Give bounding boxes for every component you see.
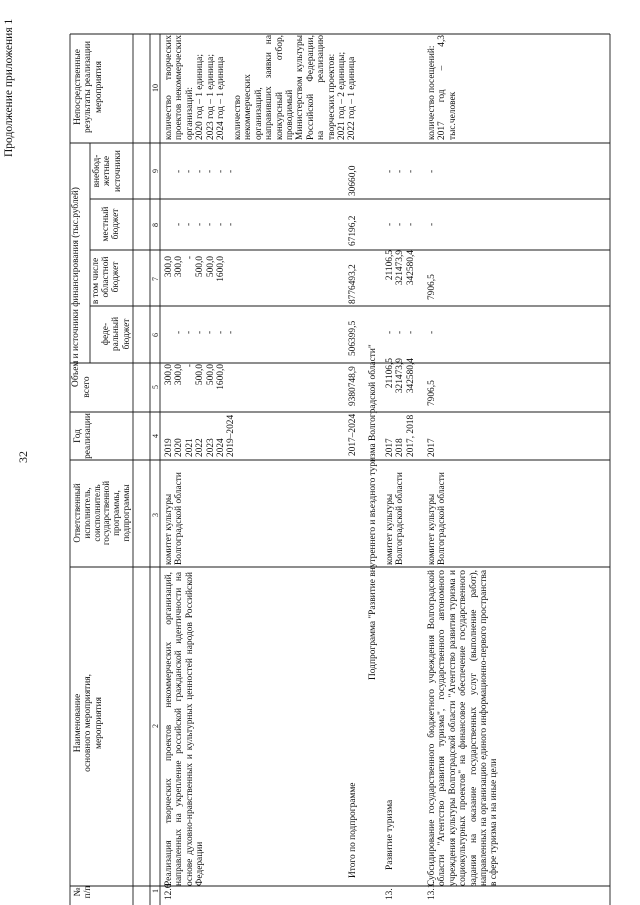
value: - — [194, 222, 205, 226]
row-13-1-federal: - — [427, 330, 437, 334]
value: 300,0 — [164, 256, 174, 278]
value: 300,0 — [164, 364, 174, 386]
value: 500,0 — [205, 364, 216, 386]
value: - — [174, 330, 184, 334]
value: - — [405, 169, 416, 173]
header-col-name: Наименование основного мероприятия, мероприятия — [73, 674, 104, 772]
total-row-regional: 8776493,2 — [348, 264, 358, 304]
header-col-extrabudget: внебюд- жетные источники — [92, 150, 123, 192]
row-13-1-year: 2017 — [427, 438, 437, 457]
row-13-extrabudget — [385, 170, 416, 173]
row-12-6-regional — [164, 256, 226, 300]
year: 2020 — [174, 438, 185, 457]
value: - — [226, 330, 237, 334]
value: - — [184, 330, 195, 334]
col-index-7: 7 — [151, 277, 160, 281]
col-index-9: 9 — [151, 169, 160, 173]
value: 300,0 — [174, 256, 185, 278]
row-13-1-local: - — [427, 222, 437, 226]
row-12-6-extrabudget — [174, 170, 236, 173]
value: - — [395, 330, 406, 334]
col-index-2: 2 — [151, 724, 160, 728]
value: - — [226, 169, 237, 173]
value: - — [395, 169, 406, 173]
value: 21106,5 — [385, 250, 395, 281]
value: 321473,9 — [395, 250, 406, 286]
header-col-result: Непосредственные результаты реализации мероприятия — [73, 40, 104, 134]
year: 2019–2024 — [226, 414, 237, 457]
row-13-1-name: Субсидирование государственного бюджетного учреждения Волгоградской области "Агентство развития туризма", государственного автономного учреждения культуры Волгоградской области "Агентство развития туризма и социокультурных проектов" на финансовое обеспечение государственного задания на оказание государственных услуг (выполнение работ), направленных на организацию единого информационно-первого пространства в сфере туризма и на иные цели — [427, 570, 500, 886]
col-index-6: 6 — [151, 333, 160, 337]
value: - — [205, 169, 216, 173]
row-13-1-result: количество посещений: 2017 год – 4,3 тыс.человек — [427, 35, 458, 140]
row-13-1-regional: 7906,5 — [427, 274, 437, 300]
value: 500,0 — [195, 364, 206, 386]
value: - — [205, 222, 216, 226]
year: 2021 — [184, 438, 195, 457]
col-index-10: 10 — [151, 84, 160, 92]
year: 2022 — [195, 438, 206, 457]
value: - — [194, 169, 205, 173]
row-13-number: 13. — [385, 888, 395, 900]
row-12-6-result-a: количество творческих проектов некоммерческих организаций: 2020 год – 1 единица; 2023 год – 1 единица; 2024 год – 1 единица — [164, 35, 227, 140]
value: - — [184, 256, 195, 260]
row-12-6-local — [174, 223, 236, 226]
value: - — [215, 222, 226, 226]
total-row-extrabudget: 30660,0 — [348, 165, 358, 196]
value: 342580,4 — [405, 358, 416, 394]
header-col-total: всего — [82, 376, 92, 398]
year: 2024 — [216, 438, 227, 457]
value: - — [385, 222, 395, 226]
row-13-name: Развитие туризма — [385, 799, 395, 870]
row-13-federal — [385, 331, 416, 334]
col-index-4: 4 — [151, 434, 160, 438]
row-12-6-total — [164, 364, 226, 408]
total-row-federal: 506399,5 — [348, 320, 358, 356]
total-row-label: Итого по подпрограмме — [348, 782, 358, 878]
row-13-local — [385, 223, 416, 226]
col-index-1: 1 — [151, 889, 160, 893]
row-12-6-number: 12.6. — [164, 881, 174, 900]
value: 342580,4 — [405, 250, 416, 286]
value: - — [385, 169, 395, 173]
value: 1600,0 — [216, 364, 227, 390]
row-13-executor: комитет культуры Волгоградской области — [385, 472, 406, 565]
value: - — [174, 222, 184, 226]
appendix-note: Продолжение приложения 1 — [3, 18, 15, 157]
row-13-regional — [385, 250, 416, 300]
value: 1600,0 — [216, 256, 227, 282]
value: 500,0 — [195, 256, 206, 278]
value: 300,0 — [174, 364, 185, 386]
value: - — [395, 222, 406, 226]
value: - — [205, 330, 216, 334]
header-col-num: № п/п — [73, 885, 94, 899]
value: 500,0 — [205, 256, 216, 278]
col-index-3: 3 — [151, 513, 160, 517]
value: - — [215, 330, 226, 334]
header-col-regional: областной бюджет — [101, 256, 122, 298]
header-col-federal: феде- ральный бюджет — [101, 316, 132, 352]
value: - — [184, 169, 195, 173]
col-index-5: 5 — [151, 385, 160, 389]
value: - — [184, 222, 195, 226]
value: - — [174, 169, 184, 173]
total-row-local: 67196,2 — [348, 215, 358, 246]
total-row-total: 9380748,9 — [348, 366, 358, 406]
header-col-funding: Объем и источники финансирования (тыс.рублей) — [71, 187, 81, 387]
row-13-1-extrabudget: - — [427, 169, 437, 173]
year: 2018 — [395, 438, 406, 457]
value: - — [184, 364, 195, 368]
row-13-1-executor: комитет культуры Волгоградской области — [427, 472, 448, 565]
value: - — [405, 330, 416, 334]
row-12-6-federal — [174, 331, 236, 334]
value: 21106,5 — [385, 358, 395, 389]
subprogram-title: Подпрограмма "Развитие внутреннего и въездного туризма Волгоградской области" — [368, 344, 378, 680]
row-13-years — [385, 415, 416, 457]
row-13-1-total: 7906,5 — [427, 380, 437, 406]
header-col-executor: Ответственный исполнитель, соисполнитель государственной программы, подпрограммы — [72, 480, 131, 546]
year: 2017 — [385, 438, 395, 457]
value: 321473,9 — [395, 358, 406, 394]
row-13-total — [385, 358, 416, 408]
row-12-6-executor: комитет культуры Волгоградской области — [164, 472, 185, 565]
row-12-6-result-b: количество некоммерческих организаций, направивших заявки на конкурсный отбор, проводимый Министерством культуры Российской Федерации, на реализацию творческих проектов: 2021 год – 2 единицы; 2022 год – 1 единица — [233, 35, 358, 140]
year: 2017, 2018 — [405, 414, 416, 457]
col-index-8: 8 — [151, 223, 160, 227]
row-12-6-name: Реализация творческих проектов некоммерческих организаций, направленных на укрепление российской гражданской идентичности на основе духовно-нравственных и культурных ценностей народов Российской Федерации — [164, 572, 206, 886]
value: - — [215, 169, 226, 173]
value: - — [194, 330, 205, 334]
row-12-6-years — [164, 415, 237, 457]
header-col-including: в том числе — [91, 257, 101, 305]
row-13-1-number: 13.1. — [427, 881, 437, 900]
total-row-years: 2017–2024 — [348, 413, 358, 456]
page-number: 32 — [16, 451, 30, 463]
value: - — [226, 222, 237, 226]
value: - — [405, 222, 416, 226]
year: 2019 — [164, 438, 174, 457]
value: - — [385, 330, 395, 334]
year: 2023 — [205, 438, 216, 457]
header-col-local: местный бюджет — [101, 206, 122, 242]
header-col-year: Год реализации — [73, 413, 94, 459]
